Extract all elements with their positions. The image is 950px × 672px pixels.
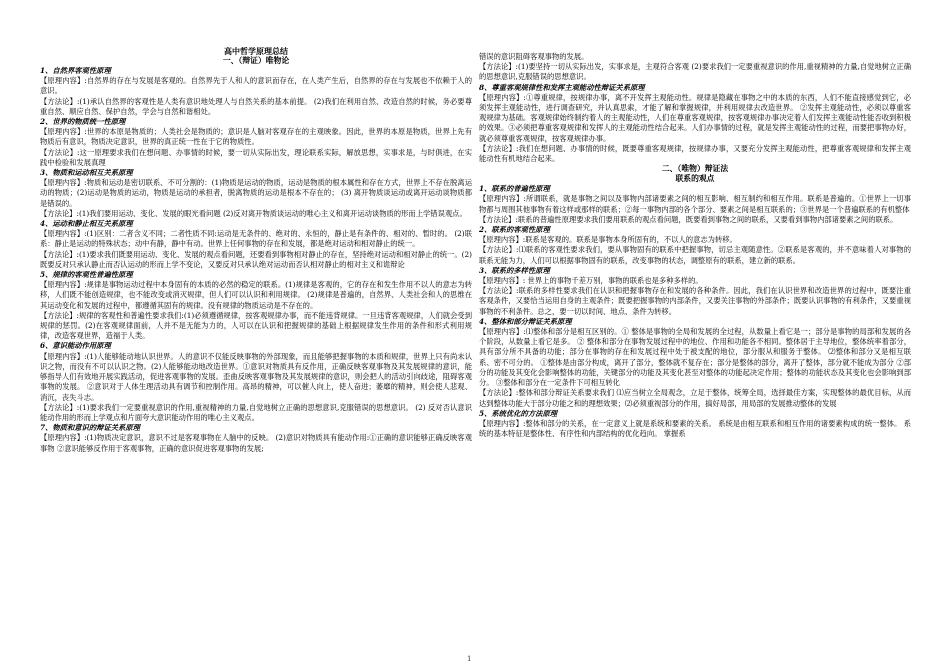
- document-title: 高中哲学原理总结: [224, 46, 288, 56]
- part-one-title: 一、（辩证）唯物论: [222, 56, 290, 65]
- paragraph: 错误的意识阻碍客观事物的发展。: [479, 52, 589, 61]
- section-heading: 3、物质和运动相互关系原理: [40, 168, 133, 178]
- paragraph: 【方法论】:整体和部分辩证关系要求我们 ⑴应当树立全局观念，立足于整体，统筹全局，选择最佳方案，实现整体的最优目标，从而达到整体功能大于部分功能之和的理想效果；⑵必须重视部分的作用，搞好局部，用局部的发展推动整体的发展: [479, 388, 911, 408]
- paragraph: 【方法论】:(1)要求我们既要用运动、变化、发展的观点看问题，还要看到事物相对静止的存在，坚持绝对运动和相对静止的统一。(2)既要反对只承认静止而否认运动的形而上学不变论，又要反对只承认绝对运动而否认相对静止的相对主义和诡辩论: [40, 249, 472, 269]
- paragraph: 【方法论】:(1)我们要用运动、变化、发展的眼光看问题 (2)反对离开物质谈运动的唯心主义和离开运动谈物质的形而上学错误观点。: [40, 208, 467, 218]
- paragraph: 【原理内容】:规律是事物运动过程中本身固有的本质的必然的稳定的联系。(1)规律是客观的，它的存在和发生作用不以人的意志为转移，人们既不能创造规律，也不能改变或消灭规律，但人们可以认识和利用规律。 (2)规律是普遍的，自然界、人类社会和人的思维在其运动变化和发展的过程中，都遵循其固有的规律。没有规律的物质运动是不存在的。: [40, 280, 472, 310]
- paragraph: 【原理内容】:自然界的存在与发展是客观的。自然界先于人和人的意识而存在，在人类产生后，自然界的存在与发展也不依赖于人的意识。: [40, 76, 472, 96]
- right-column: [479, 52, 911, 439]
- paragraph: 【原理内容】:整体和部分的关系，在一定意义上就是系统和要素的关系。 系统是由相互联系和相互作用的诸要素构成的统一整体。 系统的基本特征是整体性、有序性和内部结构的优化趋向。 掌握系: [479, 418, 911, 439]
- section-heading: 2、联系的客观性原理: [479, 225, 550, 235]
- paragraph: 【原理内容】:(1)物质决定意识，意识不过是客观事物在人脑中的反映。 (2)意识对物质具有能动作用:①正确的意识能够正确反映客观事物 ②意识能够反作用于客观事物，正确的意识促进客观事物的发展;: [40, 433, 472, 453]
- paragraph: 【原理内容】: 世界上的事物千差万别，事物的联系也是多种多样的。: [479, 276, 703, 286]
- section-heading: 8、尊重客观规律性和发挥主观能动性辩证关系原理: [479, 82, 645, 92]
- section-heading: 3、联系的多样性原理: [479, 265, 550, 275]
- paragraph: 【方法论】:联系的多样性要求我们在认识和把握事物存在和发展的各种条件。因此，我们在认识世界和改造世界的过程中，既要注重客观条件，又要恰当运用自身的主观条件；既要把握事物的内部条件，又要关注事物的外部条件；既要认识事物的有利条件，又要重视事物的不利条件。总之，要一切以时间、地点、条件为转移。: [479, 286, 911, 316]
- paragraph: 【原理内容】:(1)区别：二者含义不同；二者性质不同:运动是无条件的、绝对的、永恒的，静止是有条件的、相对的、暂时的。 (2)联系：静止是运动的特殊状态；动中有静，静中有动。世界上任何事物的存在和发展，都是绝对运动和相对静止的统一。: [40, 229, 472, 249]
- section-heading: 5、系统优化的方法原理: [479, 408, 558, 418]
- paragraph: 【原理内容】:①尊重规律，按规律办事，离不开发挥主观能动性。规律是隐藏在事物之中的本质的东西，人们不能直接感觉到它，必须发挥主观能动性，进行调查研究，并认真思索，才能了解和掌握规律，并利用规律去改造世界。 ②发挥主观能动性，必须以尊重客观规律为基础。客观规律始终制约着人的主观能动性，人们在尊重客观规律，按客观规律办事决定着人们发挥主观能动性能否收到积极的效果。③必须把尊重客观规律和发挥人的主观能动性结合起来。人们办事情的过程，就是发挥主观能动性的过程，而要把事物办好，就必须尊重客观规律，按客观规律办事。: [479, 92, 911, 143]
- paragraph: 【方法论】:规律的客观性和普遍性要求我们:(1)必须遵循规律，按客观规律办事，而不能违背规律。一旦违背客观规律，人们就会受到规律的惩罚。(2)在客观规律面前，人并不是无能为力的，人可以在认识和把握规律的基础上根据规律发生作用的条件和形式利用规律，改造客观世界，造福于人类。: [40, 310, 472, 341]
- paragraph: 【原理内容】:(1)人能够能动地认识世界。人的意识不仅能反映事物的外部现象，而且能够把握事物的本质和规律，世界上只有尚未认识之物，而没有不可以认识之物。(2)人能够能动地改造世界。①意识对物质具有反作用，正确反映客观事物及其发展规律的意识，能够指导人们有效地开展实践活动，促进客观事物的发展。歪曲反映客观事物及其发展规律的意识，则会把人的活动引向歧途，阻碍客观事物的发展。 ②意识对于人体生理活动具有调节和控制作用。高昂的精神，可以催人向上，使人奋进；萎靡的精神，则会使人悲观、消沉，丧失斗志。: [40, 351, 472, 402]
- paragraph: 【方法论】:⑴联系的客观性要求我们，要从事物固有的联系中把握事物，切忌主观随意性。②联系是客观的，并不意味着人对事物的联系无能为力，人们可以根据事物固有的联系，改变事物的状态，调整原有的联系，建立新的联系。: [479, 245, 911, 265]
- page-number: 1: [467, 655, 472, 663]
- paragraph: 【方法论】:(1)要求我们一定要重视意识的作用,重视精神的力量,自觉地树立正确的思想意识,克服错误的思想意识。 (2) 反对否认意识能动作用的形而上学观点和片面夸大意识能动作用的唯心主义观点。: [40, 402, 472, 422]
- part-two-subtitle: 联系的观点: [675, 174, 715, 184]
- section-heading: 6、意识能动作用原理: [40, 341, 111, 351]
- paragraph: 【方法论】:联系的普遍性原理要求我们要用联系的观点看问题，既要看到事物之间的联系，又要看到事物内部诸要素之间的联系。: [479, 214, 898, 224]
- paragraph: 【原理内容】:所谓联系，就是事物之间以及事物内部诸要素之间的相互影响、相互制约和相互作用。联系是普遍的。①世界上一切事物都与周围其他事物有着这样或那样的联系；②每一事物内部的各个部分、要素之间是相互联系的；③世界是一个普遍联系的有机整体: [479, 194, 911, 214]
- paragraph: 【原理内容】:物质和运动是密切联系、不可分割的：(1)物质是运动的物质，运动是物质的根本属性和存在方式，世界上不存在脱离运动的物质；(2)运动是物质的运动，物质是运动的承担者，脱离物质的运动是根本不存在的； (3) 离开物质谈运动或离开运动谈物质都是错误的。: [40, 178, 472, 208]
- left-column: [40, 44, 472, 454]
- paragraph: 【原理内容】:⑴整体和部分是相互区别的。① 整体是事物的全局和发展的全过程，从数量上看它是一；部分是事物的局部和发展的各个阶段，从数量上看它是多。 ② 整体和部分在事物发展过程中的地位、作用和功能各不相同。整体居于主导地位，整体统率着部分，具有部分所不具备的功能；部分在事物的存在和发展过程中处于被支配的地位，部分服从和服务于整体。 ⑵整体和部分又是相互联系、密不可分的。 ①整体是由部分构成，离开了部分，整体就不复存在；部分是整体的部分，离开了整体，部分就不能成为部分 ②部分的功能及其变化会影响整体的功能，关键部分的功能及其变化甚至对整体的功能起决定作用；整体的功能状态及其变化也会影响到部分。 ③整体和部分在一定条件下可相互转化: [479, 327, 911, 388]
- paragraph: 【原理内容】:世界的本原是物质的；人类社会是物质的；意识是人脑对客观存在的主观映象。因此，世界的本原是物质，世界上先有物质后有意识，物质决定意识，世界的真正统一性在于它的物质性。: [40, 127, 472, 147]
- paragraph: 【方法论】:(1)承认自然界的客观性是人类有意识地处理人与自然关系的基本前提。 (2)我们在利用自然、改造自然的时候，务必要尊重自然、顺应自然、保护自然，学会与自然和谐相处。: [40, 96, 472, 116]
- section-heading: 2、世界的物质统一性原理: [40, 117, 126, 127]
- part-two-title: 二、（唯物）辩证法: [661, 164, 729, 174]
- section-heading: 7、物质和意识的辩证关系原理: [40, 423, 140, 433]
- section-heading: 5、规律的客观性普遍性原理: [40, 270, 133, 280]
- section-heading: 4、运动和静止相互关系原理: [40, 219, 133, 229]
- paragraph: 【方法论】:我们在想问题、办事情的时候，既要尊重客观规律，按规律办事，又要充分发挥主观能动性，把尊重客观规律和发挥主观能动性有机地结合起来。: [479, 143, 911, 164]
- section-heading: 1、联系的普遍性原理: [479, 184, 550, 194]
- section-heading: 4、整体和部分辩证关系原理: [479, 316, 572, 326]
- paragraph: 【方法论】:(1)要坚持一切从实际出发，实事求是，主观符合客观 (2)要求我们一定要重视意识的作用,重视精神的力量,自觉地树立正确的思想意识,克服错误的思想意识。: [479, 62, 911, 82]
- section-heading: 1、自然界客观性原理: [40, 66, 111, 75]
- paragraph: 【方法论】:这一原理要求我们在想问题、办事情的时候，要一切从实际出发，理论联系实际，解放思想，实事求是，与时俱进，在实践中检验和发展真理: [40, 147, 472, 167]
- paragraph: 【原理内容】:联系是客观的。联系是事物本身所固有的，不以人的意志为转移。: [479, 235, 737, 245]
